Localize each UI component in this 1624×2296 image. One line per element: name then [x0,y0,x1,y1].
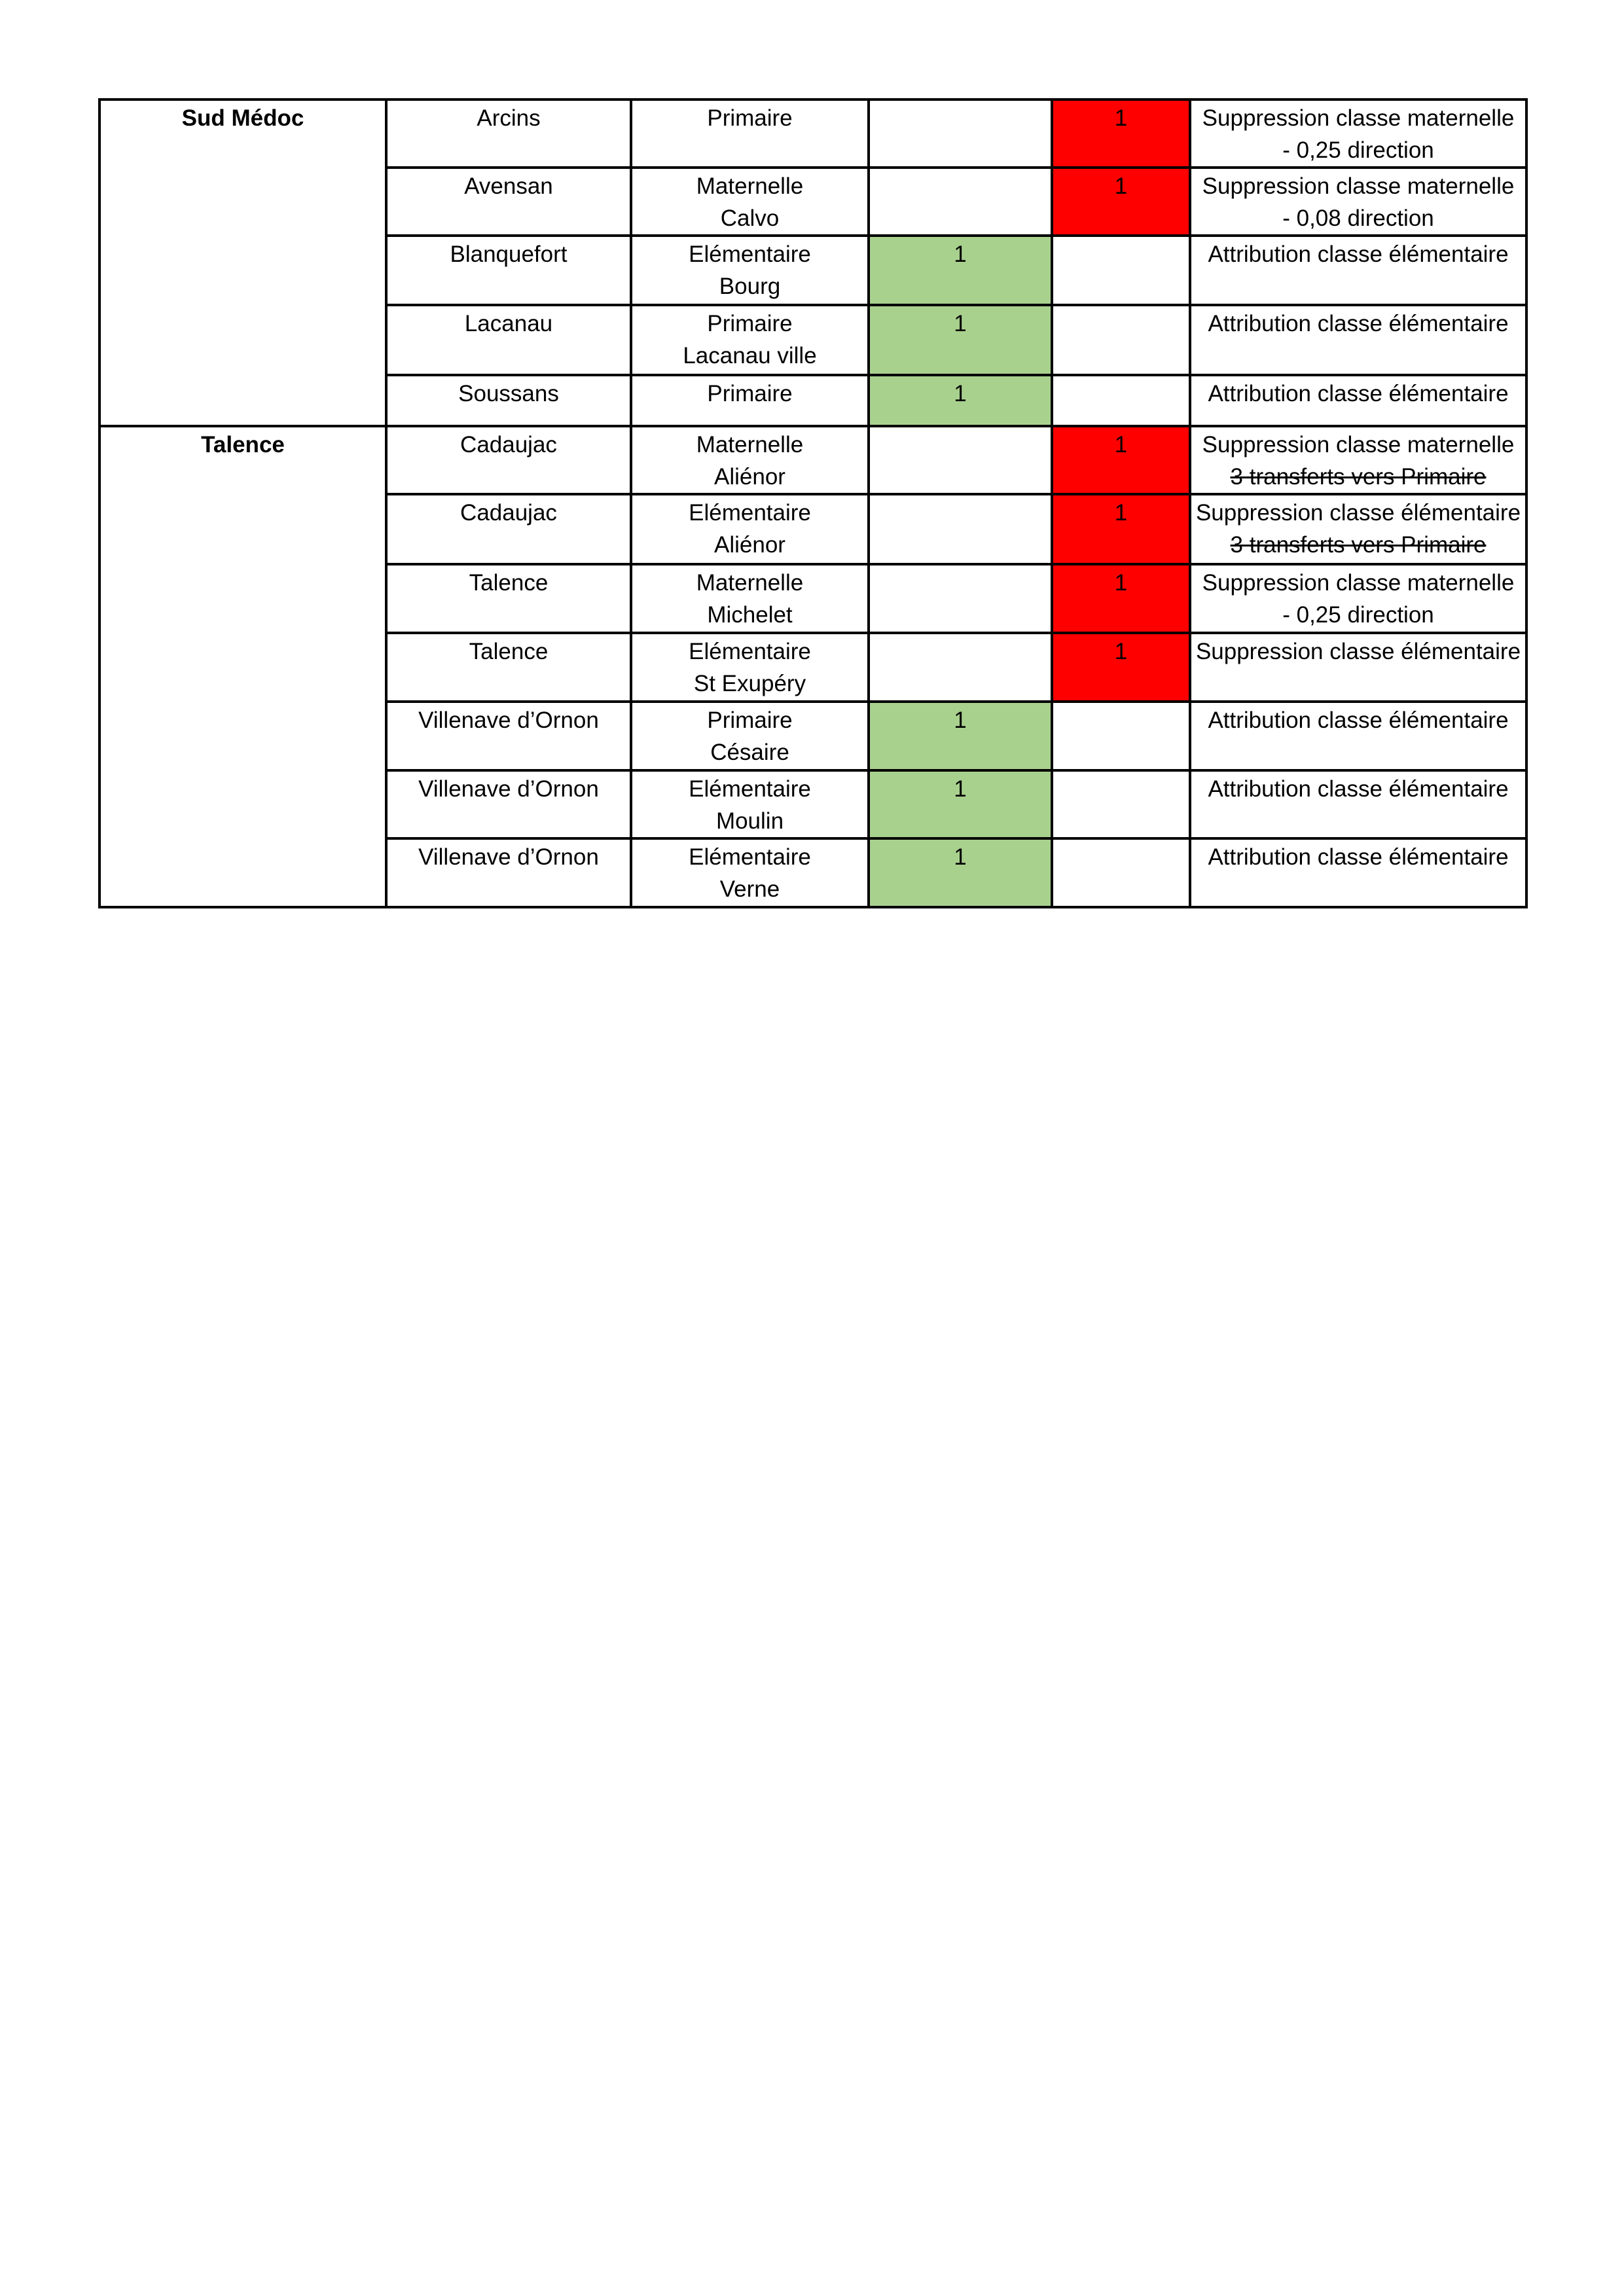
description-line-1: Attribution classe élémentaire [1208,708,1509,733]
description-line-2-strikethrough: 3 transferts vers Primaire [1230,532,1487,558]
commune-cell [386,236,631,305]
school-cell [631,99,869,168]
attribution-cell [869,236,1052,305]
suppression-cell [1052,99,1190,168]
group-cell-sud-medoc [99,99,386,426]
planning-table [98,98,1528,908]
description-line-2: - 0,08 direction [1282,206,1434,231]
commune-label: Villenave d’Ornon [418,776,599,802]
school-line-1: Maternelle [696,432,804,457]
commune-cell [386,702,631,770]
commune-cell [386,633,631,702]
school-cell [631,168,869,236]
school-line-2: St Exupéry [693,671,806,696]
attribution-cell [869,702,1052,770]
commune-cell [386,305,631,375]
school-line-2: Bourg [719,274,781,299]
suppression-cell [1052,236,1190,305]
school-cell [631,564,869,633]
commune-label: Soussans [458,381,559,406]
suppression-cell [1052,770,1190,838]
description-cell [1190,838,1526,907]
school-cell [631,305,869,375]
description-cell [1190,168,1526,236]
commune-cell [386,426,631,494]
school-line-1: Maternelle [696,173,804,199]
description-cell [1190,770,1526,838]
school-line-1: Elémentaire [689,639,811,664]
commune-label: Cadaujac [460,432,557,457]
school-line-1: Elémentaire [689,776,811,802]
school-line-1: Primaire [707,105,793,131]
suppression-value: 1 [1114,500,1128,526]
description-line-2: - 0,25 direction [1282,602,1434,628]
school-cell [631,494,869,564]
description-line-1: Suppression classe maternelle [1202,173,1515,199]
school-cell [631,375,869,426]
attribution-cell [869,168,1052,236]
school-line-2: Calvo [720,206,780,231]
attribution-cell [869,375,1052,426]
group-cell-talence [99,426,386,907]
commune-label: Talence [469,639,549,664]
commune-cell [386,375,631,426]
group-label: Talence [201,432,285,457]
description-line-1: Suppression classe maternelle [1202,105,1515,131]
suppression-cell [1052,168,1190,236]
description-cell [1190,99,1526,168]
commune-label: Talence [469,570,549,596]
description-cell [1190,305,1526,375]
description-line-1: Attribution classe élémentaire [1208,311,1509,336]
description-line-1: Attribution classe élémentaire [1208,844,1509,870]
school-line-2: Verne [719,876,780,902]
commune-label: Villenave d’Ornon [418,844,599,870]
description-line-1: Suppression classe élémentaire [1195,639,1521,664]
suppression-cell [1052,426,1190,494]
suppression-value: 1 [1114,432,1128,457]
attribution-cell [869,633,1052,702]
school-line-1: Maternelle [696,570,804,596]
school-line-1: Elémentaire [689,844,811,870]
attribution-value: 1 [954,776,967,802]
attribution-cell [869,305,1052,375]
attribution-value: 1 [954,708,967,733]
description-line-1: Attribution classe élémentaire [1208,776,1509,802]
attribution-value: 1 [954,844,967,870]
description-cell [1190,494,1526,564]
description-line-1: Suppression classe élémentaire [1195,500,1521,526]
commune-cell [386,168,631,236]
commune-cell [386,770,631,838]
description-line-1: Attribution classe élémentaire [1208,242,1509,267]
attribution-cell [869,426,1052,494]
commune-label: Arcins [477,105,541,131]
attribution-value: 1 [954,381,967,406]
commune-label: Avensan [464,173,553,199]
commune-label: Cadaujac [460,500,557,526]
suppression-cell [1052,564,1190,633]
description-cell [1190,702,1526,770]
commune-label: Villenave d’Ornon [418,708,599,733]
attribution-cell [869,564,1052,633]
description-line-2: - 0,25 direction [1282,137,1434,163]
suppression-cell [1052,375,1190,426]
school-cell [631,702,869,770]
suppression-cell [1052,702,1190,770]
attribution-value: 1 [954,311,967,336]
school-line-1: Primaire [707,381,793,406]
suppression-cell [1052,494,1190,564]
description-line-2-strikethrough: 3 transferts vers Primaire [1230,464,1487,490]
description-cell [1190,426,1526,494]
commune-label: Lacanau [464,311,553,336]
description-cell [1190,564,1526,633]
suppression-value: 1 [1114,105,1128,131]
commune-cell [386,564,631,633]
school-line-1: Primaire [707,708,793,733]
table-row [99,426,1526,494]
suppression-cell [1052,838,1190,907]
description-cell [1190,375,1526,426]
school-line-2: Michelet [707,602,793,628]
school-line-1: Elémentaire [689,500,811,526]
school-line-2: Moulin [715,808,784,834]
commune-label: Blanquefort [450,242,568,267]
attribution-value: 1 [954,242,967,267]
suppression-value: 1 [1114,570,1128,596]
description-line-1: Suppression classe maternelle [1202,432,1515,457]
attribution-cell [869,99,1052,168]
suppression-cell [1052,305,1190,375]
suppression-value: 1 [1114,639,1128,664]
attribution-cell [869,838,1052,907]
commune-cell [386,99,631,168]
commune-cell [386,838,631,907]
school-cell [631,770,869,838]
description-line-1: Attribution classe élémentaire [1208,381,1509,406]
school-line-2: Aliénor [714,464,785,490]
school-cell [631,838,869,907]
school-line-2: Lacanau ville [683,343,817,368]
school-cell [631,633,869,702]
description-line-1: Suppression classe maternelle [1202,570,1515,596]
school-line-2: Aliénor [714,532,785,558]
suppression-value: 1 [1114,173,1128,199]
description-cell [1190,236,1526,305]
table-row [99,99,1526,168]
school-cell [631,426,869,494]
commune-cell [386,494,631,564]
attribution-cell [869,494,1052,564]
group-label: Sud Médoc [181,105,304,131]
school-line-2: Césaire [710,740,789,765]
school-line-1: Elémentaire [689,242,811,267]
suppression-cell [1052,633,1190,702]
attribution-cell [869,770,1052,838]
description-cell [1190,633,1526,702]
school-line-1: Primaire [707,311,793,336]
school-cell [631,236,869,305]
